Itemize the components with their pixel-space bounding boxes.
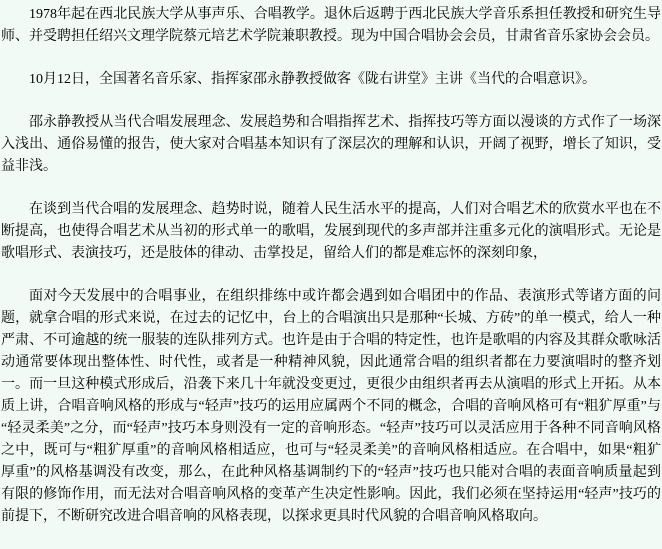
paragraph-event: 10月12日，全国著名音乐家、指挥家邵永静教授做客《陇右讲堂》主讲《当代的合唱意识》。 — [29, 72, 596, 87]
paragraph-bio: 1978年起在西北民族大学从事声乐、合唱教学。退休后返聘于西北民族大学音乐系担任教授和研究生导师、并受聘担任绍兴文理学院蔡元培艺术学院兼职教授。现为中国合唱协会会员，甘肃省音乐家协会会员。 — [1, 7, 661, 44]
paragraph-report-summary: 邵永静教授从当代合唱发展理念、发展趋势和合唱指挥艺术、指挥技巧等方面以漫谈的方式作了一场深入浅出、通俗易懂的报告，使大家对合唱基本知识有了深层次的理解和认识，开阔了视野，增长了知识，受益非浅。 — [1, 115, 661, 174]
paragraph-chorus-style-discussion: 面对今天发展中的合唱事业，在组织排练中或许都会遇到如合唱团中的作品、表演形式等诸方面的问题，就拿合唱的形式来说，在过去的记忆中，台上的合唱演出只是那种“长城、方砖”的单一模式，给人一种严肃、不可逾越的统一服装的连队排列方式。也许是由于合唱的特定性，也许是歌唱的内容及其群众歌咏活动通常要体现出整体性、时代性，或者是一种精神风貌，因此通常合唱的组织者都在力要演唱时的整齐划一。而一旦这种模式形成后，沿袭下来几十年就没变更过，更很少由组织者再去从演唱的形式上开拓。从本质上讲，合唱音响风格的形成与“轻声”技巧的运用应属两个不同的概念，合唱的音响风格可有“粗犷厚重”与“轻灵柔美”之分，而“轻声”技巧本身则没有一定的音响形态。“轻声”技巧可以灵活应用于各种不同音响风格之中，既可与“粗犷厚重”的音响风格相适应，也可与“轻灵柔美”的音响风格相适应。在合唱中，如果“粗犷厚重”的风格基调没有改变，那么，在此种风格基调制约下的“轻声”技巧也只能对合唱的表面音响质量起到有限的修饰作用，而无法对合唱音响风格的变革产生决定性影响。因此，我们必须在坚持运用“轻声”技巧的前提下，不断研究改进合唱音响的风格表现，以探求更具时代风貌的合唱音响风格取向。 — [1, 289, 661, 524]
paragraph-development-trends: 在谈到当代合唱的发展理念、趋势时说，随着人民生活水平的提高，人们对合唱艺术的欣赏水平也在不断提高，也使得合唱艺术从当初的形式单一的歌唱，发展到现代的多声部并注重多元化的演唱形式。无论是歌唱形式、表演技巧，还是肢体的律动、击掌投足，留给人们的都是难忘怀的深刻印象， — [1, 202, 661, 261]
